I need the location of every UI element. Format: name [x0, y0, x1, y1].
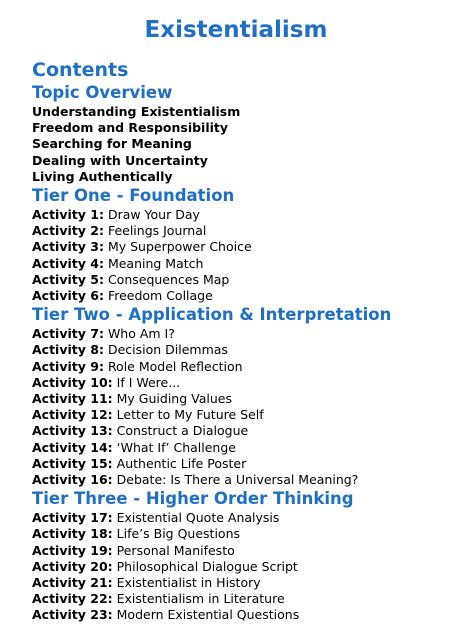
activity-title: Decision Dilemmas: [107, 342, 228, 358]
activity-label: Activity 18:: [32, 526, 113, 542]
activity-item: [32, 288, 462, 304]
activity-item: [32, 359, 462, 375]
activity-label: Activity 6:: [32, 288, 104, 304]
activity-title: Existential Quote Analysis: [116, 510, 280, 526]
activity-item: [32, 256, 462, 272]
topic-item: [32, 104, 462, 120]
activity-label: Activity 1:: [32, 207, 104, 223]
activity-label: Activity 8:: [32, 342, 104, 358]
activity-label: Activity 23:: [32, 607, 113, 623]
activity-item: [32, 440, 462, 456]
activity-label: Activity 9:: [32, 358, 104, 374]
activity-title: Feelings Journal: [107, 223, 207, 239]
activity-item: [32, 591, 462, 607]
activity-title: Modern Existential Questions: [116, 607, 300, 623]
section-tier-two: [32, 304, 462, 488]
activity-item: [32, 559, 462, 575]
activity-title: Freedom Collage: [107, 288, 213, 304]
section-heading: Tier Three - Higher Order Thinking: [32, 489, 354, 509]
activity-item: [32, 239, 462, 255]
activity-title: Philosophical Dialogue Script: [116, 558, 298, 574]
activity-title: My Superpower Choice: [107, 239, 252, 255]
activity-title: Life’s Big Questions: [116, 526, 241, 542]
activity-title: Who Am I?: [107, 326, 175, 342]
activity-item: [32, 342, 462, 358]
activity-item: [32, 526, 462, 542]
topic-item-text: Searching for Meaning: [32, 136, 192, 152]
section-topic-overview: [32, 82, 462, 185]
activity-title: Existentialism in Literature: [116, 591, 285, 607]
activity-item: [32, 543, 462, 559]
activity-label: Activity 13:: [32, 423, 113, 439]
activity-title: Consequences Map: [107, 271, 230, 287]
section-tier-one: [32, 185, 462, 304]
activity-title: If I Were...: [116, 374, 181, 390]
contents-heading: Contents: [32, 59, 129, 81]
section-heading: Tier One - Foundation: [32, 186, 235, 206]
activity-label: Activity 4:: [32, 255, 104, 271]
activity-item: [32, 607, 462, 623]
activity-label: Activity 10:: [32, 374, 113, 390]
table-of-contents: [32, 58, 462, 624]
activity-title: Authentic Life Poster: [116, 455, 247, 471]
activity-title: Personal Manifesto: [116, 542, 235, 558]
activity-title: My Guiding Values: [116, 391, 232, 407]
section-tier-three: [32, 488, 462, 623]
activity-title: Draw Your Day: [107, 207, 200, 223]
activity-label: Activity 20:: [32, 558, 113, 574]
activity-title: Role Model Reflection: [107, 358, 243, 374]
activity-item: [32, 510, 462, 526]
activity-item: [32, 391, 462, 407]
activity-title: Construct a Dialogue: [116, 423, 249, 439]
topic-item-text: Dealing with Uncertainty: [32, 152, 208, 168]
activity-label: Activity 22:: [32, 591, 113, 607]
activity-label: Activity 7:: [32, 326, 104, 342]
page-title: Existentialism: [144, 17, 328, 43]
section-heading: Tier Two - Application & Interpretation: [32, 305, 392, 325]
topic-item: [32, 120, 462, 136]
activity-label: Activity 3:: [32, 239, 104, 255]
activity-label: Activity 15:: [32, 455, 113, 471]
activity-item: [32, 407, 462, 423]
activity-item: [32, 207, 462, 223]
activity-item: [32, 575, 462, 591]
activity-title: Meaning Match: [107, 255, 204, 271]
activity-label: Activity 2:: [32, 223, 104, 239]
activity-item: [32, 472, 462, 488]
activity-label: Activity 16:: [32, 472, 113, 488]
topic-item-text: Understanding Existentialism: [32, 104, 241, 119]
activity-title: ‘What If’ Challenge: [116, 439, 236, 455]
topic-item-text: Living Authentically: [32, 168, 173, 184]
activity-label: Activity 19:: [32, 542, 113, 558]
activity-label: Activity 5:: [32, 271, 104, 287]
activity-title: Letter to My Future Self: [116, 407, 264, 423]
activity-label: Activity 11:: [32, 391, 113, 407]
topic-item: [32, 153, 462, 169]
activity-item: [32, 272, 462, 288]
activity-item: [32, 456, 462, 472]
activity-label: Activity 17:: [32, 510, 113, 526]
activity-label: Activity 21:: [32, 575, 113, 591]
topic-item: [32, 169, 462, 185]
activity-item: [32, 423, 462, 439]
activity-label: Activity 12:: [32, 407, 113, 423]
topic-item: [32, 136, 462, 152]
activity-title: Debate: Is There a Universal Meaning?: [116, 472, 359, 488]
topic-item-text: Freedom and Responsibility: [32, 120, 229, 136]
activity-item: [32, 375, 462, 391]
activity-title: Existentialist in History: [116, 575, 261, 591]
section-heading: Topic Overview: [32, 83, 173, 102]
activity-label: Activity 14:: [32, 439, 113, 455]
activity-item: [32, 326, 462, 342]
activity-item: [32, 223, 462, 239]
